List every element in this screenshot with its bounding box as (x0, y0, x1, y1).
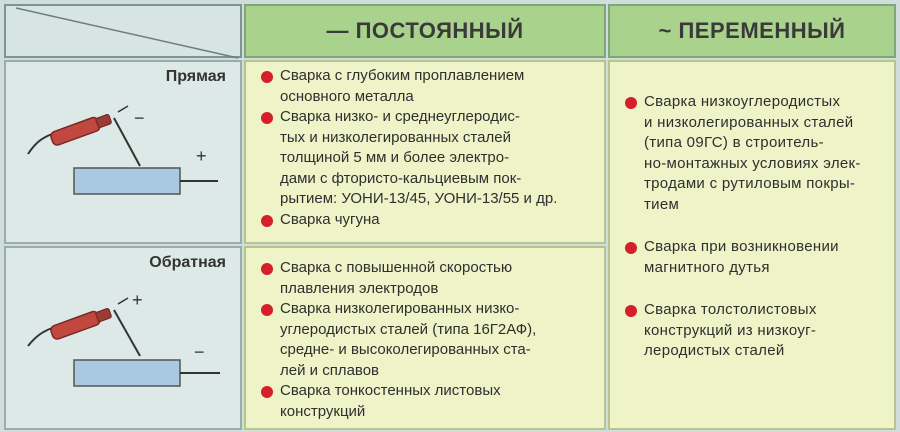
bullet-icon (625, 305, 637, 317)
list-item: Сварка толстолистовых конструкций из низкоуг- леродистых сталей (622, 300, 884, 362)
polarity-cell-reverse (4, 246, 242, 430)
bullet-icon (261, 304, 273, 316)
polarity-label: Прямая (165, 68, 226, 85)
dc-straight-polarity-cell (244, 60, 606, 244)
bullet-icon (625, 97, 637, 109)
workpiece-sign: − (194, 342, 205, 362)
welding-diagram-straight-polarity (6, 62, 244, 246)
workpiece-sign: + (196, 146, 207, 166)
list-item: Сварка с повышенной скоростью плавления электродов (258, 258, 594, 299)
bullet-icon (261, 386, 273, 398)
list-item: Сварка низко- и среднеуглеродис- тых и низколегированных сталей толщиной 5 мм и более электро- дами с фтористо-кальциевым пок- рытием: УОНИ-13/45, УОНИ-13/55 и др. (258, 107, 594, 210)
header-direct-current: — ПОСТОЯННЫЙ (244, 4, 606, 58)
bullet-icon (625, 242, 637, 254)
bullet-icon (261, 71, 273, 83)
polarity-cell-straight (4, 60, 242, 244)
header-alternating-current: ~ ПЕРЕМЕННЫЙ (608, 4, 896, 58)
list-item: Сварка низколегированных низко- углеродистых сталей (типа 16Г2АФ), средне- и высоколегированных ста- лей и сплавов (258, 299, 594, 381)
bullet-icon (261, 263, 273, 275)
diagonal-divider (6, 6, 244, 60)
list-item: Сварка с глубоким проплавлением основного металла (258, 66, 594, 107)
header-corner-cell (4, 4, 242, 58)
polarity-label: Обратная (149, 254, 226, 271)
list-item: Сварка низкоуглеродистых и низколегированных сталей (типа 09ГС) в строитель- но-монтажных условиях элек- тродами с рутиловым покры- тием (622, 92, 884, 215)
list-item: Сварка при возникновении магнитного дутья (622, 237, 884, 278)
list-item: Сварка чугуна (258, 210, 594, 231)
bullet-icon (261, 215, 273, 227)
list-item: Сварка тонкостенных листовых конструкций (258, 381, 594, 422)
electrode-sign: − (134, 108, 145, 128)
ac-cell (608, 60, 896, 430)
welding-diagram-reverse-polarity (6, 248, 244, 432)
bullet-icon (261, 112, 273, 124)
electrode-sign: + (132, 290, 143, 310)
dc-reverse-polarity-cell (244, 246, 606, 430)
